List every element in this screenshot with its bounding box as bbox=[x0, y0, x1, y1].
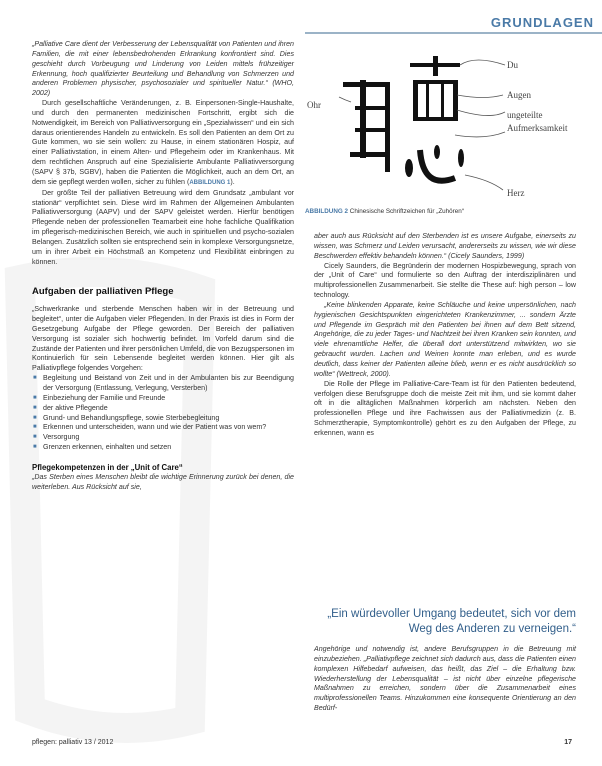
list-item: ■ Erkennen und unterscheiden, wann und wie der Patient was von wem? bbox=[43, 423, 294, 433]
label-heart: Herz bbox=[507, 188, 525, 198]
paragraph: Cicely Saunders, die Begründerin der modernen Hospizbewegung, sprach von der „Unit of Care“ und formulierte so den Auftrag der interdisziplinären und multiprofessionellen Zusammenarbeit. Sie stellte die These auf: high person – low technology. bbox=[314, 261, 576, 300]
intro-quote: „Palliative Care dient der Verbesserung der Lebensqualität von Patienten und ihren Familien, die mit einer lebensbedrohenden Erkrankung konfrontiert sind. Dies geschieht durch Vorbeugung und Linderung von Leiden mittels frühzeitiger Erkennung, hoch qualifizierter Beurteilung und Behandlung von Schmerzen und anderen Problemen physischer, psychosozialer und spiritueller Natur.“ (WHO, 2002) bbox=[32, 40, 294, 98]
magazine-footer: pflegen: palliativ 13 / 2012 bbox=[32, 739, 114, 746]
list-item: ■ Versorgung bbox=[43, 433, 294, 443]
right-column-top bbox=[314, 232, 576, 439]
list-item: ■ Einbeziehung der Familie und Freunde bbox=[43, 394, 294, 404]
paragraph: „Schwerkranke und sterbende Menschen haben wir in der Betreuung und begleitet“, unter die Aufgaben vieler Pflegenden. In der Praxis ist dies in Form der Gesetzgebung Aufgabe der Pflege geworden. Der Bereich der palliativen Versorgung ist sozialer sich hochwertig befindet. Im Vorfeld darum sind die Zustände der Patienten und ihrer persönlichen Umfeld, die von Bezugspersonen im Kontinuierlich für sein Lebensende begleitet werden können. Hier gilt als Palliativpflege folgendes Vorgehen: bbox=[32, 305, 294, 373]
caption-tag: ABBILDUNG 2 bbox=[305, 208, 349, 215]
list-item: ■ Grenzen erkennen, einhalten und setzen bbox=[43, 443, 294, 453]
label-attention: Aufmerksamkeit bbox=[507, 123, 568, 133]
pull-quote: „Ein würdevoller Umgang bedeutet, sich vor dem Weg des Anderen zu verneigen.“ bbox=[327, 608, 576, 635]
section-label: GRUNDLAGEN bbox=[481, 13, 602, 32]
task-list bbox=[32, 374, 294, 453]
heading-aufgaben: Aufgaben der palliativen Pflege bbox=[32, 286, 174, 298]
heading-kompetenzen: Pflegekompetenzen in der „Unit of Care“ bbox=[32, 462, 183, 472]
paragraph: „Das Sterben eines Menschen bleibt die wichtige Erinnerung zurück bei denen, die weiterleben. Aus Rücksicht auf sie, bbox=[32, 472, 294, 491]
header-rule bbox=[305, 32, 602, 34]
list-item: ■ der aktive Pflegende bbox=[43, 404, 294, 414]
left-column bbox=[32, 40, 294, 492]
page-number: 17 bbox=[564, 739, 572, 746]
paragraph-text: ). bbox=[230, 177, 235, 186]
paragraph: aber auch aus Rücksicht auf den Sterbenden ist es unsere Aufgabe, einerseits zu wissen, was Schmerz und Leiden verursacht, andererseits zu wissen, wie wir diese Beschwerden effektiv behandeln können.“ (Cicely Saunders, 1999) bbox=[314, 232, 576, 260]
paragraph: Die Rolle der Pflege im Palliative-Care-Team ist für den Patienten bedeutend, verfolgen diese Berufsgruppe doch die meiste Zeit mit ihm, und sie kommt daher oft in die alltäglichen Maßnahmen körperlich am nächsten. Neben den professionellen Pflege und ihre Fachwissen aus der Palliativmedizin (z. B. Schmerztherapie, Symptomkontrolle) gehört es zu den Aufgaben der Pflege, zu erkennen, wann es bbox=[314, 379, 576, 437]
label-undivided: ungeteilte bbox=[507, 110, 543, 120]
figure-chinese-characters bbox=[305, 40, 590, 216]
label-eyes: Augen bbox=[507, 90, 531, 100]
list-item: ■ Grund- und Behandlungspflege, sowie Sterbebegleitung bbox=[43, 414, 294, 424]
caption-text: Chinesische Schriftzeichen für „Zuhören“ bbox=[349, 208, 464, 215]
paragraph: Der größte Teil der palliativen Betreuung wird dem Grundsatz „ambulant vor stationär“ verpflichtet sein. Diese wird im Rahmen der Allgemeinen Ambulanten Palliativversorgung (AAPV) und der SAPV geleistet werden. Hierfür benötigen Pflegende neben der professionellen Teamarbeit eine hohe fachliche Qualifikation im pflegerisch-medizinischen Bereich, wie auch in spirituellen und psycho-sozialen Belangen. Zusätzlich sollten sie entsprechend sein in komplexe Versorgungsnetze, um in ihrer Arbeit ein Höchstmaß an Kompetenz und Flexibilität einbringen zu können. bbox=[32, 188, 294, 266]
list-item: ■ Begleitung und Beistand von Zeit und in der Ambulanten bis zur Beendigung der Versorgung (Entlassung, Verlegung, Versterben) bbox=[43, 374, 294, 394]
paragraph bbox=[32, 99, 294, 189]
figure-reference-link[interactable]: ABBILDUNG 1 bbox=[189, 179, 231, 186]
paragraph-text: Durch gesellschaftliche Veränderungen, z. B. Einpersonen-Single-Haushalte, und durch den permanenten medizinischen Fortschritt, ergibt sich die Notwendigkeit, im Bereich von Palliativversorgung ein „Spezialwissen“ und ein sich daraus orientierendes Handeln zu entwickeln. Es soll den Patienten an dem Ort zu Gute kommen, wo sie sein wollen: zu Hause, in einem stationären Hospiz, auf einer Palliativstation, in einem Alten- und Pflegeheim oder im Krankenhaus. Mit dem rechtlichen Anspruch auf eine Spezialisierte Ambulante Palliativversorgung (SAPV § 37b, SGBV), haben die Patienten die Möglichkeit, auch an dem Ort, an dem sie gepflegt werden wollen, sicher zu fühlen ( bbox=[32, 99, 294, 186]
label-you: Du bbox=[507, 60, 518, 70]
label-ear: Ohr bbox=[307, 100, 321, 110]
paragraph: Angehörige und notwendig ist, andere Berufsgruppen in die Betreuung mit einzubeziehen. „Palliativpflege zeichnet sich dadurch aus, dass die Patienten einen komplexen Hilfebedarf aufweisen, das heißt, das Ziel – die Erhaltung bzw. Wiederherstellung der Lebensqualität – ist nicht über einzelne pflegerische Maßnahmen zu erreichen, sondern über die Zusammenarbeit eines multiprofessionellen Teams. Hinzukommen eine konsequente Orientierung an den Bedürf- bbox=[314, 645, 576, 713]
figure-caption bbox=[305, 208, 590, 215]
right-column-bottom bbox=[314, 645, 576, 714]
paragraph: „Keine blinkenden Apparate, keine Schläuche und keine unpersönlichen, nach hygienischen Gesichtspunkten eingerichteten Krankenzimmer, ... sondern Ärzte und Pflegende im Gespräch mit den Patienten bei ihnen auf dem Bett sitzend, Angehörige, die zu jeder Tages- und Nachtzeit bei ihren Kranken sein konnten, und viele ehrenamtliche Helfer, die überall dort unterstützend mitwirkten, wo sie gebraucht wurden. Lachen und Weinen konnte man erleben, und es wurde deutlich, dass keiner der Patienten alleine blieb, wenn er es nicht ausdrücklich so wollte“ (Wettreck, 2000). bbox=[314, 300, 576, 378]
